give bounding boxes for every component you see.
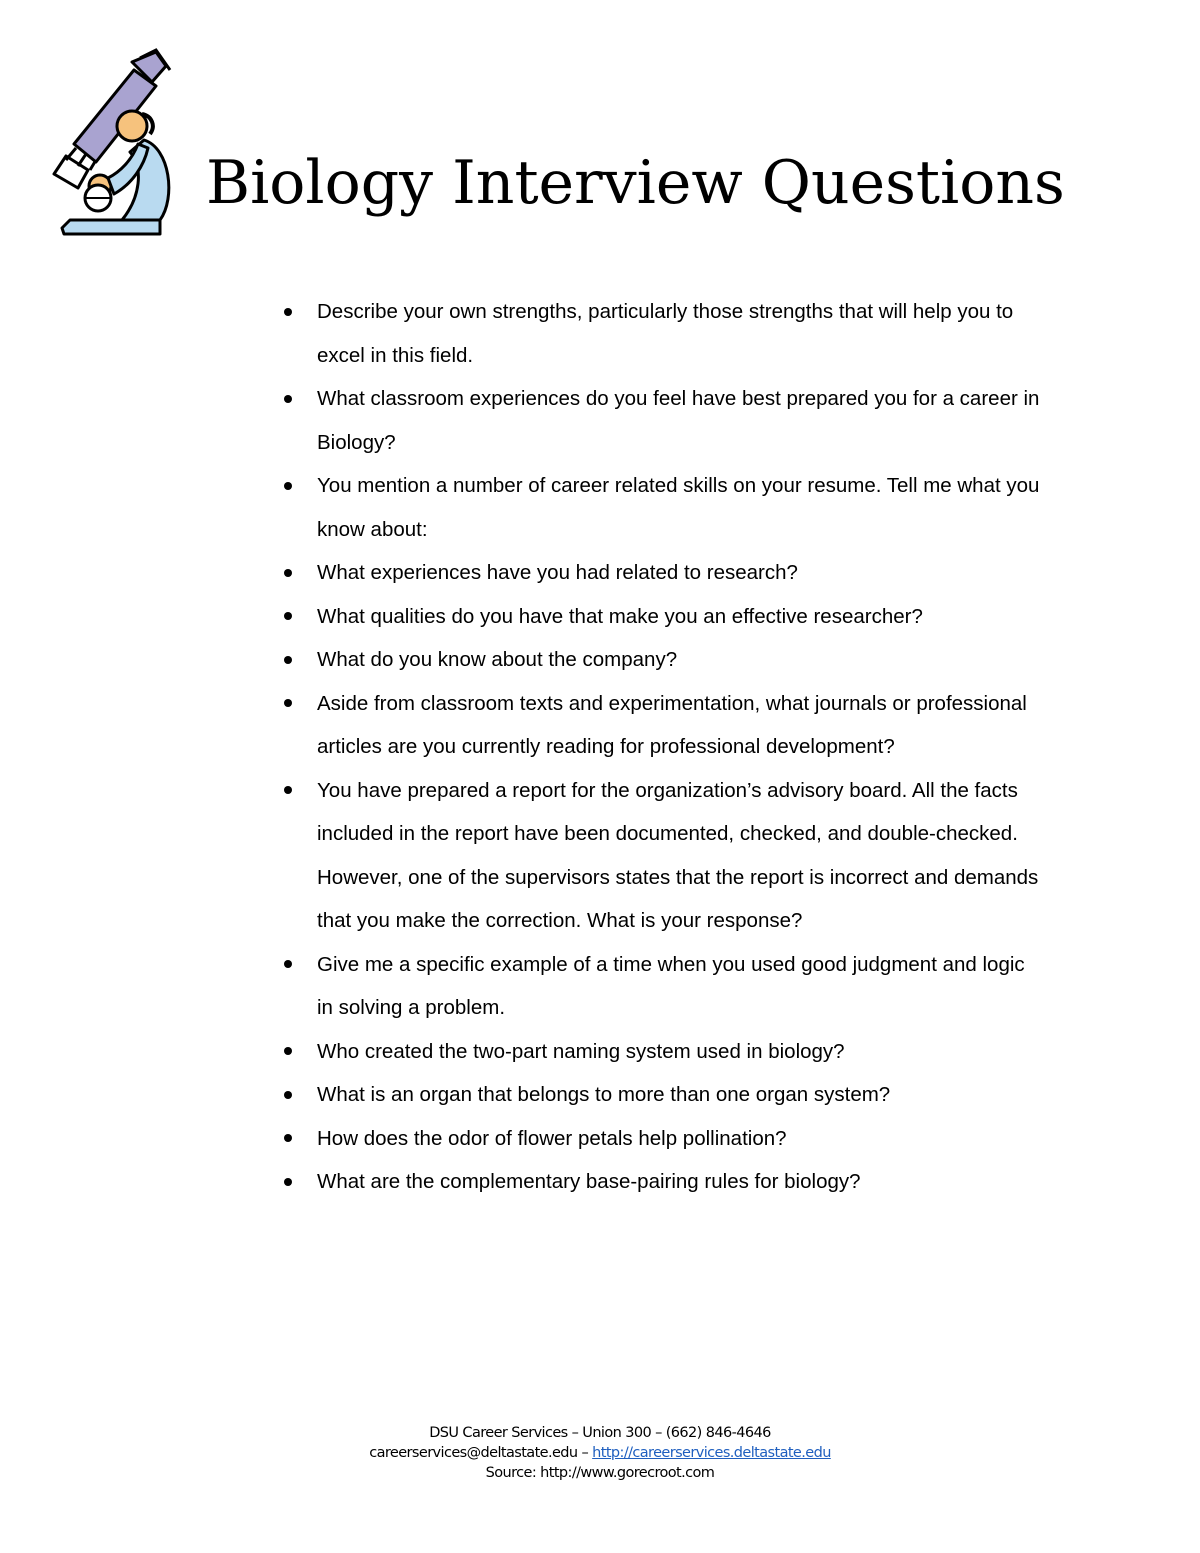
footer-email[interactable]: careerservices@deltastate.edu xyxy=(369,1445,578,1461)
question-item xyxy=(280,1073,1040,1117)
question-item xyxy=(280,551,1040,595)
bullet-icon xyxy=(284,482,292,490)
bullet-icon xyxy=(284,699,292,707)
footer xyxy=(0,1423,1200,1483)
question-item xyxy=(280,638,1040,682)
bullet-icon xyxy=(284,1134,292,1142)
question-item xyxy=(280,1160,1040,1204)
bullet-icon xyxy=(284,1091,292,1099)
document-title: Biology Interview Questions xyxy=(206,148,1065,218)
footer-website-link[interactable]: http://careerservices.deltastate.edu xyxy=(592,1445,831,1461)
bullet-icon xyxy=(284,960,292,968)
question-list xyxy=(280,290,1040,1204)
bullet-icon xyxy=(284,612,292,620)
question-text: You have prepared a report for the organization’s advisory board. All the facts included in the report have been documented, checked, and double-checked. However, one of the supervisors states that the report is incorrect and demands that you make the correction. What is your response? xyxy=(317,778,1039,932)
bullet-icon xyxy=(284,1047,292,1055)
question-item xyxy=(280,464,1040,551)
question-item xyxy=(280,1117,1040,1161)
question-text: How does the odor of flower petals help pollination? xyxy=(317,1126,787,1150)
footer-source: Source: http://www.gorecroot.com xyxy=(485,1465,715,1481)
question-text: What are the complementary base-pairing rules for biology? xyxy=(317,1170,861,1193)
question-text: You mention a number of career related skills on your resume. Tell me what you know about: xyxy=(317,474,1040,541)
bullet-icon xyxy=(284,656,292,664)
question-text: What is an organ that belongs to more than one organ system? xyxy=(317,1083,891,1106)
bullet-icon xyxy=(284,786,292,794)
footer-links xyxy=(0,1443,1200,1463)
question-text: Give me a specific example of a time when you used good judgment and logic in solving a problem. xyxy=(317,952,1025,1019)
document-header xyxy=(48,48,1158,248)
question-item xyxy=(280,769,1040,943)
microscope-clipart xyxy=(48,48,180,240)
question-text: What experiences have you had related to research? xyxy=(317,561,798,584)
question-text: What do you know about the company? xyxy=(317,648,678,671)
footer-contact: DSU Career Services – Union 300 – (662) 846-4646 xyxy=(429,1425,771,1441)
question-text: Describe your own strengths, particularly those strengths that will help you to excel in this field. xyxy=(317,300,1014,367)
bullet-icon xyxy=(284,1178,292,1186)
question-text: Who created the two-part naming system used in biology? xyxy=(317,1039,845,1063)
question-text: What qualities do you have that make you an effective researcher? xyxy=(317,604,923,628)
question-item xyxy=(280,377,1040,464)
footer-separator: – xyxy=(577,1445,593,1461)
bullet-icon xyxy=(284,395,292,403)
bullet-icon xyxy=(284,569,292,577)
question-item xyxy=(280,943,1040,1030)
question-text: Aside from classroom texts and experimentation, what journals or professional articles are you currently reading for professional development? xyxy=(317,691,1027,758)
question-text: What classroom experiences do you feel have best prepared you for a career in Biology? xyxy=(317,387,1040,454)
question-item xyxy=(280,1030,1040,1074)
question-item xyxy=(280,290,1040,377)
question-item xyxy=(280,595,1040,639)
question-item xyxy=(280,682,1040,769)
bullet-icon xyxy=(284,308,292,316)
